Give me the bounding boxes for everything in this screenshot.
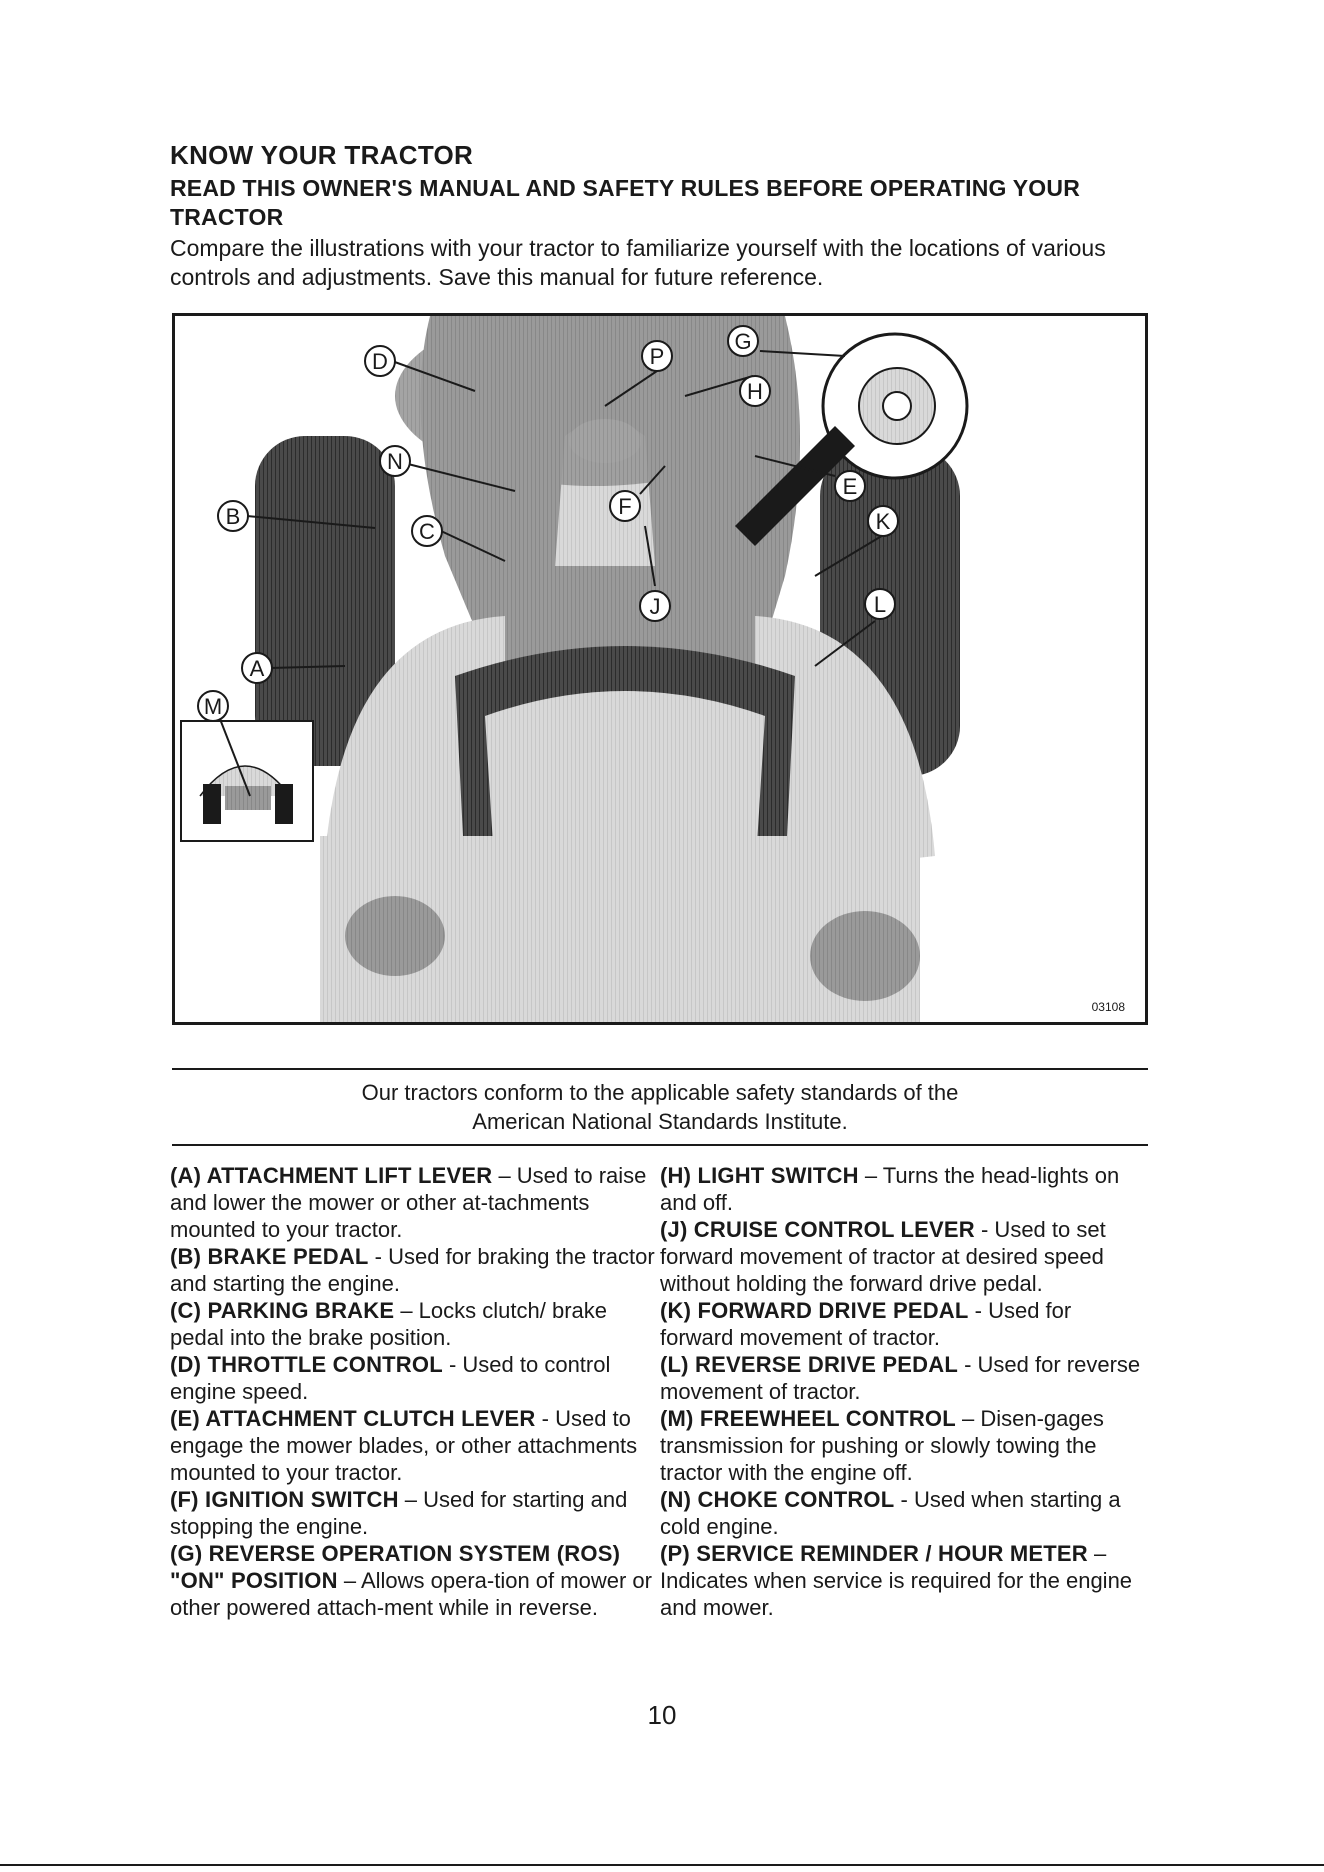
page-bottom-rule [0, 1864, 1324, 1866]
tractor-controls-illustration [172, 313, 1148, 1025]
callout-H: H [747, 379, 763, 404]
description-item: (E) ATTACHMENT CLUTCH LEVER - Used to engage the mower blades, or other attachments mounted to your tractor. [170, 1406, 638, 1485]
divider-bottom [172, 1144, 1148, 1146]
description-item: (H) LIGHT SWITCH – Turns the head-lights on and off. [660, 1163, 1120, 1215]
description-item: (F) IGNITION SWITCH – Used for starting and stopping the engine. [170, 1487, 628, 1539]
description-item: (P) SERVICE REMINDER / HOUR METER – Indicates when service is required for the engine and mower. [660, 1541, 1133, 1620]
callout-E: E [842, 474, 858, 499]
page-title: KNOW YOUR TRACTOR [170, 140, 474, 170]
callout-K: K [875, 509, 891, 534]
callout-D: D [372, 349, 388, 374]
callout-P: P [649, 344, 665, 369]
callout-M: M [203, 694, 223, 719]
page-number: 10 [647, 1700, 677, 1730]
standards-line-1: Our tractors conform to the applicable safety standards of the [361, 1080, 959, 1105]
description-item: (K) FORWARD DRIVE PEDAL - Used for forward movement of tractor. [660, 1298, 1072, 1350]
description-item: (C) PARKING BRAKE – Locks clutch/ brake pedal into the brake position. [170, 1298, 607, 1350]
description-item: (M) FREEWHEEL CONTROL – Disen-gages transmission for pushing or slowly towing the tractor with the engine off. [660, 1406, 1104, 1485]
description-item: (G) REVERSE OPERATION SYSTEM (ROS) "ON" POSITION – Allows opera-tion of mower or other powered attach-ment while in reverse. [170, 1541, 652, 1620]
callout-J: J [649, 594, 661, 619]
divider-top [172, 1068, 1148, 1070]
callout-F: F [618, 494, 632, 519]
callout-N: N [387, 449, 403, 474]
standards-note [172, 1078, 1148, 1136]
callout-B: B [225, 504, 241, 529]
standards-line-2: American National Standards Institute. [472, 1109, 848, 1134]
description-item: (B) BRAKE PEDAL - Used for braking the tractor and starting the engine. [170, 1244, 655, 1296]
callout-A: A [249, 656, 265, 681]
description-item: (A) ATTACHMENT LIFT LEVER – Used to raise and lower the mower or other at-tachments mounted to your tractor. [170, 1163, 647, 1242]
callout-L: L [873, 592, 887, 617]
image-code: 03108 [1091, 1000, 1125, 1014]
page-subtitle: READ THIS OWNER'S MANUAL AND SAFETY RULES BEFORE OPERATING YOUR TRACTOR [170, 175, 1081, 230]
description-item: (N) CHOKE CONTROL - Used when starting a cold engine. [660, 1487, 1121, 1539]
description-item: (L) REVERSE DRIVE PEDAL - Used for reverse movement of tractor. [660, 1352, 1141, 1404]
callout-C: C [419, 519, 435, 544]
description-item: (D) THROTTLE CONTROL - Used to control engine speed. [170, 1352, 611, 1404]
intro-paragraph: Compare the illustrations with your tractor to familiarize yourself with the locations of various controls and adjustments. Save this manual for future reference. [170, 235, 1106, 290]
description-item: (J) CRUISE CONTROL LEVER - Used to set forward movement of tractor at desired speed without holding the forward drive pedal. [660, 1217, 1106, 1296]
descriptions-left-column [170, 1162, 660, 1621]
descriptions-right-column [660, 1162, 1150, 1621]
callout-G: G [734, 329, 752, 354]
